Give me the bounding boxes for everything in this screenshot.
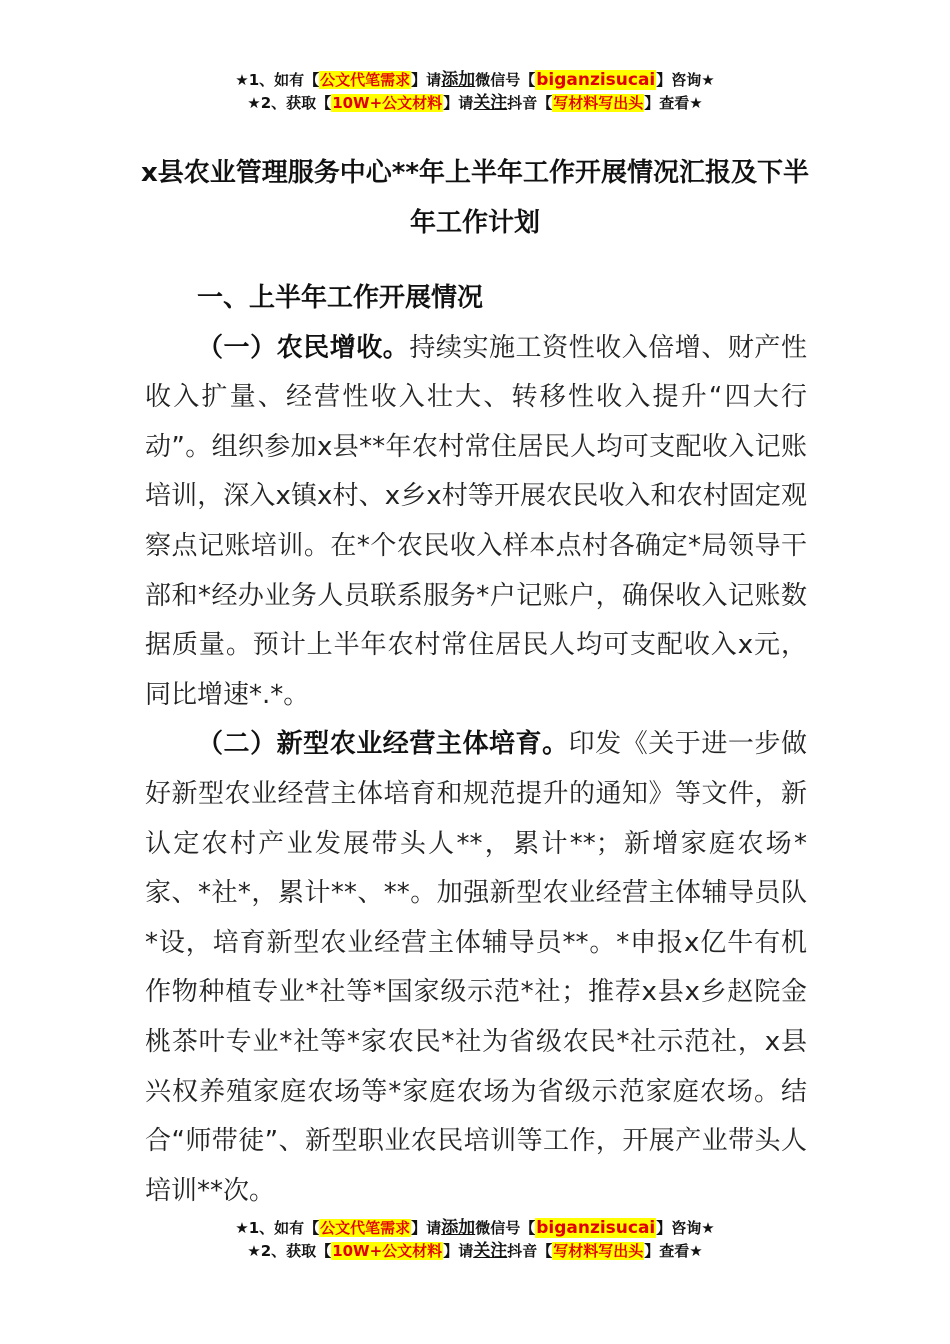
section-heading: 一、上半年工作开展情况 — [197, 283, 484, 313]
promo-banner-bottom — [0, 1217, 950, 1263]
promo-text: 抖音【 — [507, 94, 553, 112]
paragraph-lead: （二）新型农业经营主体培育。 — [197, 729, 569, 760]
promo-highlight: 10W+公文材料 — [332, 94, 443, 112]
promo-wechat-id: biganzisucai — [536, 1218, 656, 1238]
promo-emphasis: 添加 — [441, 1218, 476, 1238]
promo-text: 微信号【 — [475, 71, 536, 89]
promo-text: 】请 — [411, 1219, 442, 1237]
paragraph-text: 印发《关于进一步做好新型农业经营主体培育和规范提升的通知》等文件，新认定农村产业发展带头人**，累计**；新增家庭农场*家、*社*，累计**、**。加强新型农业经营主体辅导员队*设，培育新型农业经营主体辅导员**。*申报x亿牛有机作物种植专业*社等*国家级示范*社；推荐x县x乡赵院金桃茶叶专业*社等*家农民*社为省级农民*社示范社，x县兴权养殖家庭农场等*家庭农场为省级示范家庭农场。结合“师带徒”、新型职业农民培训等工作，开展产业带头人培训**次。 — [145, 729, 807, 1206]
document-body — [145, 274, 807, 1216]
paragraph-new-entities — [145, 720, 807, 1216]
promo-text: 抖音【 — [507, 1242, 553, 1260]
promo-line-1 — [0, 69, 950, 92]
promo-wechat-id: biganzisucai — [536, 70, 656, 90]
promo-emphasis: 添加 — [441, 70, 476, 90]
promo-highlight: 公文代笔需求 — [320, 1219, 411, 1237]
document-title: x县农业管理服务中心**年上半年工作开展情况汇报及下半年工作计划 — [141, 158, 809, 238]
promo-emphasis: 关注 — [473, 93, 508, 113]
promo-text: ★1、如有【 — [235, 71, 320, 89]
promo-text: 】请 — [443, 1242, 474, 1260]
promo-banner-top — [0, 69, 950, 115]
promo-text: 】咨询★ — [656, 1219, 715, 1237]
promo-line-2 — [0, 92, 950, 115]
promo-douyin-name: 写材料写出头 — [553, 94, 644, 112]
promo-text: ★2、获取【 — [247, 1242, 332, 1260]
promo-line-1 — [0, 1217, 950, 1240]
promo-text: 】咨询★ — [656, 71, 715, 89]
promo-text: 】请 — [443, 94, 474, 112]
promo-text: ★2、获取【 — [247, 94, 332, 112]
promo-emphasis: 关注 — [473, 1241, 508, 1261]
paragraph-text: 持续实施工资性收入倍增、财产性收入扩量、经营性收入壮大、转移性收入提升“四大行动”。组织参加x县**年农村常住居民人均可支配收入记账培训，深入x镇x村、x乡x村等开展农民收入和农村固定观察点记账培训。在*个农民收入样本点村各确定*局领导干部和*经办业务人员联系服务*户记账户，确保收入记账数据质量。预计上半年农村常住居民人均可支配收入x元，同比增速*.*。 — [145, 332, 807, 710]
promo-line-2 — [0, 1240, 950, 1263]
promo-text: 微信号【 — [475, 1219, 536, 1237]
promo-text: 】查看★ — [644, 1242, 703, 1260]
paragraph-farmer-income — [145, 324, 807, 721]
promo-text: ★1、如有【 — [235, 1219, 320, 1237]
promo-text: 】请 — [411, 71, 442, 89]
promo-douyin-name: 写材料写出头 — [553, 1242, 644, 1260]
promo-highlight: 公文代笔需求 — [320, 71, 411, 89]
paragraph-lead: （一）农民增收。 — [197, 332, 410, 363]
promo-text: 】查看★ — [644, 94, 703, 112]
promo-highlight: 10W+公文材料 — [332, 1242, 443, 1260]
